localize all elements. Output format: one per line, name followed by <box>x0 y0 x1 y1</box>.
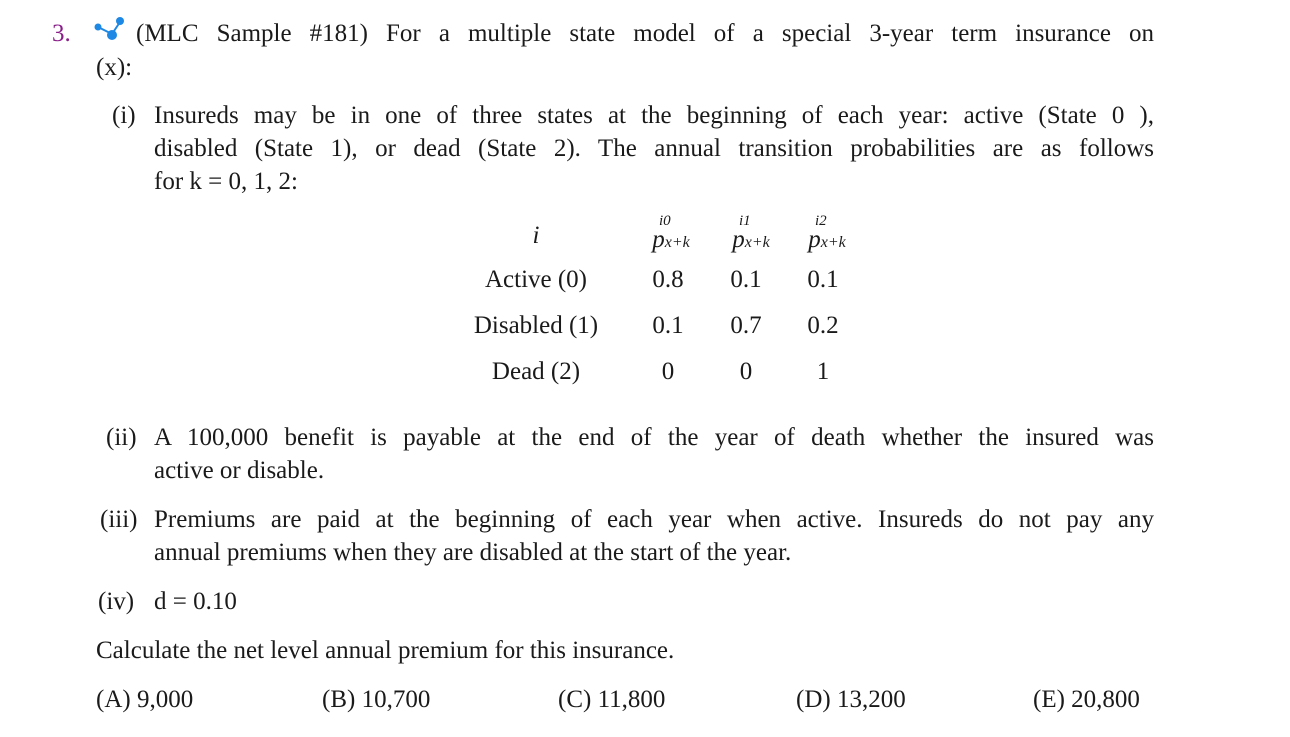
item-text-line: active or disable. <box>154 457 325 484</box>
choice-e[interactable]: (E) 20,800 <box>1033 686 1140 713</box>
question-subject: (x): <box>96 54 133 81</box>
item-label: (iv) <box>98 588 135 615</box>
item-label: (iii) <box>100 506 138 533</box>
item-text-line: Insureds may be in one of three states at the beginning of each year: active (State 0 ), <box>154 102 1154 129</box>
question-prompt: Calculate the net level annual premium for this insurance. <box>96 637 675 664</box>
table-cell: 0.1 <box>730 266 762 293</box>
table-header-symbol: p <box>652 226 665 253</box>
table-header-sup: i0 <box>659 213 671 229</box>
table-header-sub: x+k <box>820 234 846 251</box>
table-cell: 1 <box>816 358 830 385</box>
table-row-label: Active (0) <box>484 266 588 293</box>
molecule-icon <box>92 14 128 54</box>
question-intro: (MLC Sample #181) For a multiple state model of a special 3-year term insurance on <box>136 20 1154 47</box>
choice-b[interactable]: (B) 10,700 <box>322 686 431 713</box>
table-row-label: Dead (2) <box>491 358 581 385</box>
question-number: 3. <box>52 20 71 47</box>
table-row-label: Disabled (1) <box>473 312 599 339</box>
item-text-line: annual premiums when they are disabled at the start of the year. <box>154 539 792 566</box>
choice-d[interactable]: (D) 13,200 <box>796 686 906 713</box>
item-text-line: Premiums are paid at the beginning of each year when active. Insureds do not pay any <box>154 506 1154 533</box>
table-cell: 0 <box>661 358 675 385</box>
table-header-sup: i1 <box>739 213 751 229</box>
item-label: (i) <box>112 102 136 129</box>
table-cell: 0 <box>739 358 753 385</box>
table-header-sup: i2 <box>815 213 827 229</box>
table-cell: 0.1 <box>807 266 839 293</box>
item-label: (ii) <box>106 424 137 451</box>
table-header-sub: x+k <box>664 234 690 251</box>
table-header-p00 <box>633 213 709 257</box>
item-text-line: A 100,000 benefit is payable at the end of the year of death whether the insured was <box>154 424 1154 451</box>
table-cell: 0.7 <box>730 312 762 339</box>
choice-c[interactable]: (C) 11,800 <box>558 686 666 713</box>
table-header-state: i <box>532 222 540 249</box>
table-header-sub: x+k <box>744 234 770 251</box>
table-header-symbol: p <box>732 226 745 253</box>
item-text-line: for k = 0, 1, 2: <box>154 168 298 195</box>
table-header-symbol: p <box>808 226 821 253</box>
table-header-p01 <box>713 213 789 257</box>
item-text-line: d = 0.10 <box>154 588 237 615</box>
item-text-line: disabled (State 1), or dead (State 2). The annual transition probabilities are as follows <box>154 135 1154 162</box>
table-cell: 0.2 <box>807 312 839 339</box>
choice-a[interactable]: (A) 9,000 <box>96 686 194 713</box>
table-cell: 0.1 <box>652 312 684 339</box>
table-header-p02 <box>789 213 865 257</box>
table-cell: 0.8 <box>652 266 684 293</box>
